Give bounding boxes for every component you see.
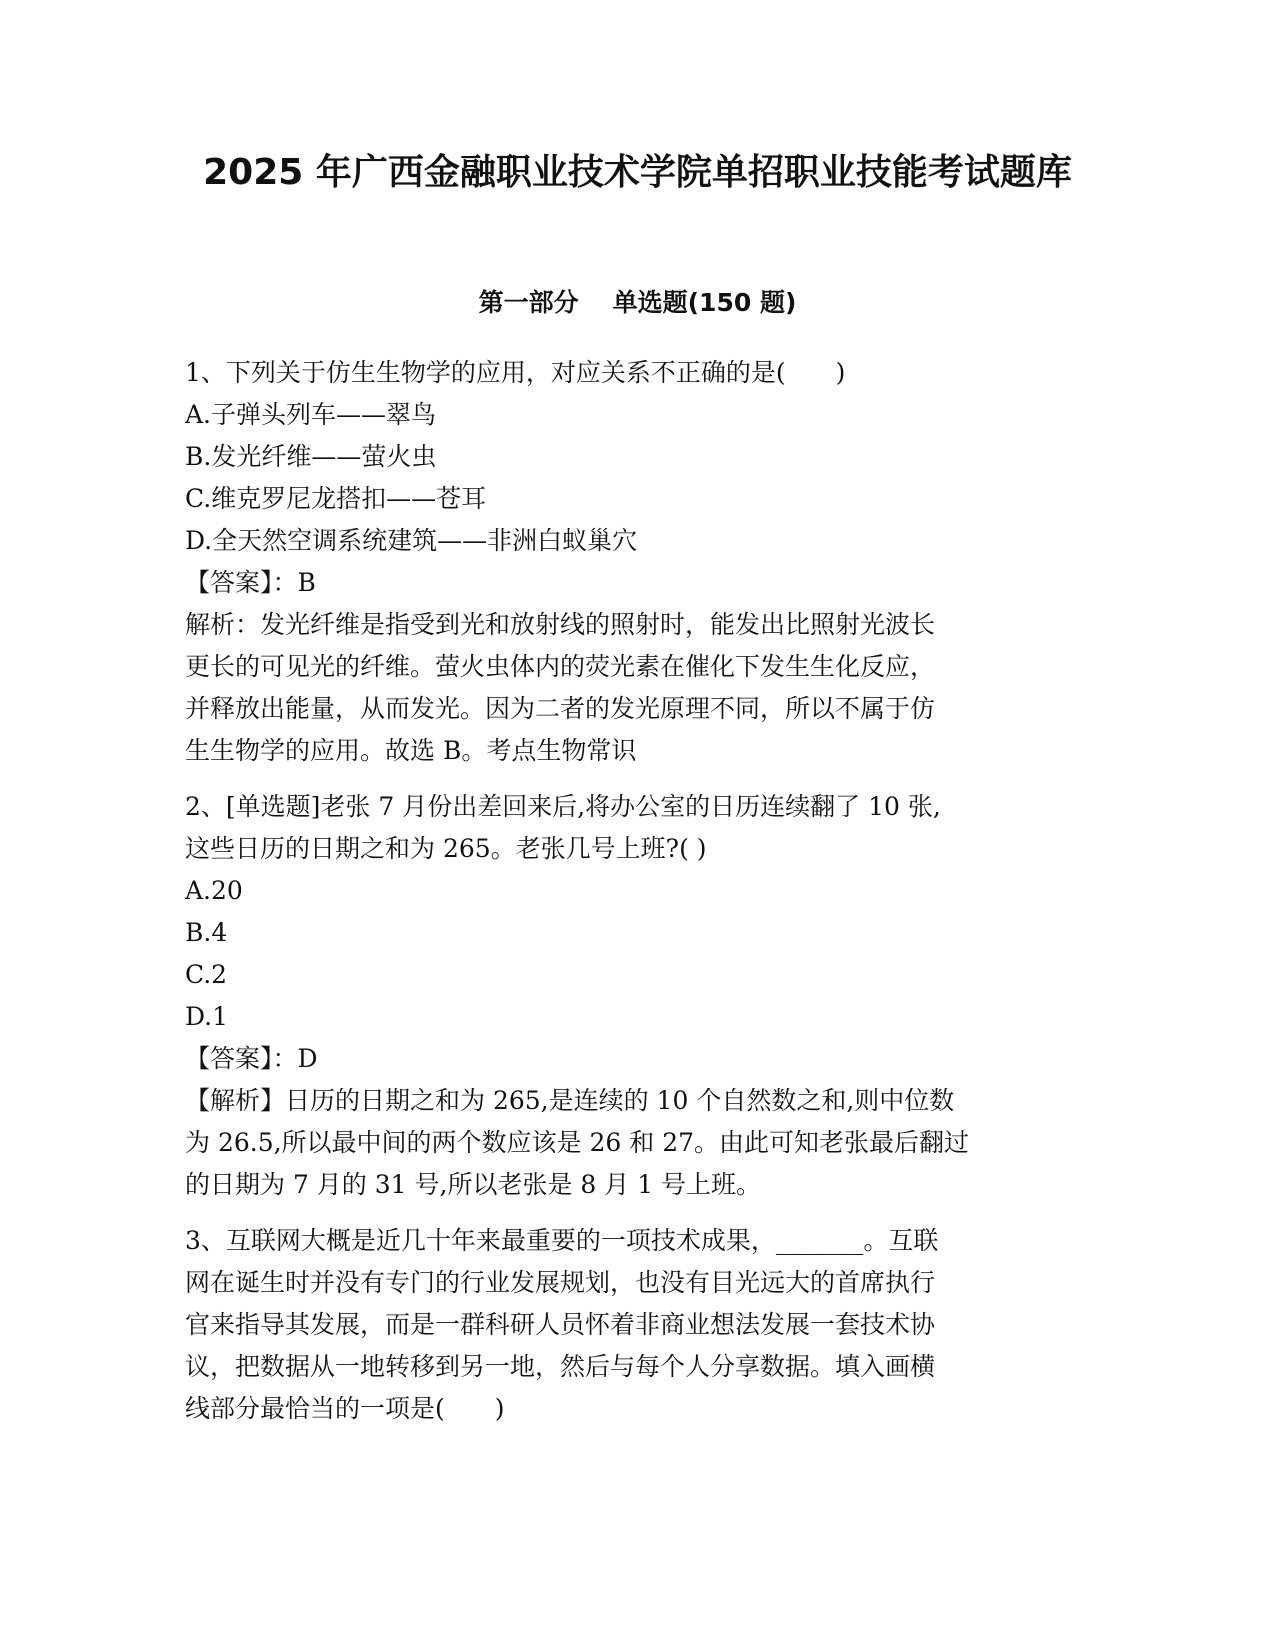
question-stem-line: 这些日历的日期之和为 265。老张几号上班?( ): [185, 834, 707, 863]
option-d: D.1: [185, 1002, 229, 1031]
analysis-line: 解析：发光纤维是指受到光和放射线的照射时，能发出比照射光波长: [185, 610, 936, 639]
question-stem: 1、下列关于仿生生物学的应用，对应关系不正确的是( ): [185, 358, 846, 387]
question-spacer: [185, 1206, 1090, 1220]
question-3: [185, 1220, 1090, 1430]
question-1: [185, 352, 1090, 772]
option-a: A.20: [185, 876, 243, 905]
question-stem-line: 议，把数据从一地转移到另一地，然后与每个人分享数据。填入画横: [185, 1352, 936, 1381]
answer: 【答案】：D: [185, 1044, 318, 1073]
question-spacer: [185, 772, 1090, 786]
question-stem-line: 网在诞生时并没有专门的行业发展规划，也没有目光远大的首席执行: [185, 1268, 936, 1297]
option-d: D.全天然空调系统建筑——非洲白蚁巢穴: [185, 526, 638, 555]
answer: 【答案】：B: [185, 568, 316, 597]
option-c: C.维克罗尼龙搭扣——苍耳: [185, 484, 487, 513]
option-b: B.4: [185, 918, 228, 947]
section-part-label: 第一部分: [478, 288, 579, 317]
analysis-line: 【解析】日历的日期之和为 265,是连续的 10 个自然数之和,则中位数: [185, 1086, 955, 1115]
section-name: 单选题(150 题): [612, 288, 797, 317]
question-list: [185, 352, 1090, 1430]
question-stem-line: 3、互联网大概是近几十年来最重要的一项技术成果，_______。互联: [185, 1226, 939, 1255]
question-stem-line: 2、[单选题]老张 7 月份出差回来后,将办公室的日历连续翻了 10 张,: [185, 792, 941, 821]
analysis-line: 并释放出能量，从而发光。因为二者的发光原理不同，所以不属于仿: [185, 694, 936, 723]
analysis-line: 为 26.5,所以最中间的两个数应该是 26 和 27。由此可知老张最后翻过: [185, 1128, 970, 1157]
document-title: 2025 年广西金融职业技术学院单招职业技能考试题库: [203, 152, 1072, 193]
analysis-line: 的日期为 7 月的 31 号,所以老张是 8 月 1 号上班。: [185, 1170, 762, 1199]
question-2: [185, 786, 1090, 1206]
option-b: B.发光纤维——萤火虫: [185, 442, 437, 471]
section-heading: [0, 286, 1275, 320]
analysis-line: 更长的可见光的纤维。萤火虫体内的荧光素在催化下发生生化反应，: [185, 652, 936, 681]
question-stem-line: 线部分最恰当的一项是( ): [185, 1394, 505, 1423]
question-stem-line: 官来指导其发展，而是一群科研人员怀着非商业想法发展一套技术协: [185, 1310, 936, 1339]
analysis-line: 生生物学的应用。故选 B。考点生物常识: [185, 736, 637, 765]
option-c: C.2: [185, 960, 228, 989]
option-a: A.子弹头列车——翠鸟: [185, 400, 437, 429]
